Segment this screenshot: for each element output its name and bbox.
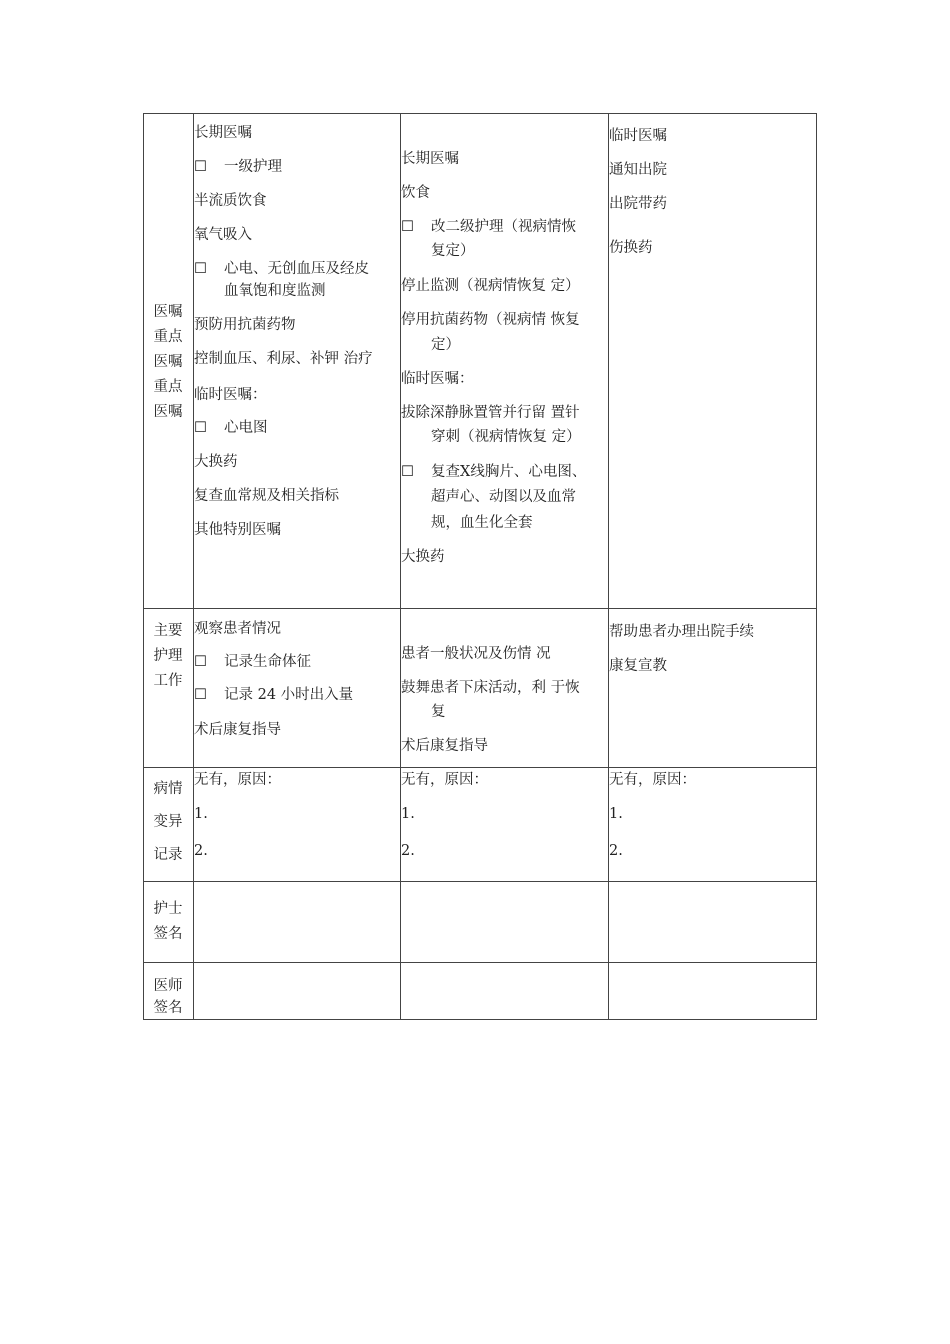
order-text: 出院带药 [609, 196, 667, 212]
row-label-line: 主要 [153, 623, 183, 639]
nursing-checkbox-item [194, 683, 353, 708]
doctor-sign-day1[interactable] [194, 963, 400, 1019]
variation-item: 1. [194, 806, 208, 822]
variation-text: 无有，原因： [609, 772, 696, 788]
variation-day3-cell [609, 768, 816, 881]
checkbox-icon[interactable]: ☐ [401, 219, 414, 235]
order-text: 预防用抗菌药物 [194, 317, 296, 333]
variation-item: 2. [194, 843, 208, 859]
table-border-right [816, 113, 817, 1020]
variation-item: 1. [609, 806, 623, 822]
order-checkbox-item [194, 416, 268, 441]
variation-day2-cell [401, 768, 608, 881]
row-label-line: 护理 [153, 648, 183, 664]
row-label-line: 签名 [153, 926, 183, 942]
nursing-text: 术后康复指导 [194, 722, 281, 738]
orders-day1-cell [194, 113, 400, 608]
order-text: 穿刺（视病情恢复 定） [431, 429, 581, 445]
order-text: 拔除深静脉置管并行留 置针 [401, 405, 580, 421]
nursing-day1-cell [194, 609, 400, 767]
nurse-sign-day1[interactable] [194, 882, 400, 962]
order-text: 伤换药 [609, 240, 653, 256]
row-label-line: 护士 [153, 901, 183, 917]
order-text: 大换药 [401, 549, 445, 565]
row-label-line: 记录 [153, 847, 183, 863]
nursing-day2-cell [401, 609, 608, 767]
nursing-text: 记录生命体征 [224, 654, 311, 670]
checkbox-icon[interactable]: ☐ [401, 464, 414, 480]
variation-item: 1. [401, 806, 415, 822]
order-text: 心电图 [224, 420, 268, 436]
doctor-sign-day3[interactable] [609, 963, 816, 1019]
nursing-day3-cell [609, 609, 816, 767]
order-text: 临时医嘱： [194, 387, 267, 403]
order-text: 停用抗菌药物（视病情 恢复 [401, 312, 580, 328]
row-label-nurse-sign [143, 897, 193, 947]
order-text: 停止监测（视病情恢复 定） [401, 278, 580, 294]
nursing-text: 观察患者情况 [194, 621, 281, 637]
order-text: 规，血生化全套 [431, 515, 533, 531]
row-label-line: 医嘱 [153, 404, 183, 420]
order-text: 复查X线胸片、心电图、 [431, 464, 587, 480]
order-checkbox-item [194, 155, 282, 180]
checkbox-icon[interactable]: ☐ [194, 261, 207, 277]
order-text: 长期医嘱 [194, 125, 252, 141]
nursing-text: 复 [431, 704, 446, 720]
checkbox-icon[interactable]: ☐ [194, 159, 207, 175]
variation-item: 2. [609, 843, 623, 859]
order-text: 心电、无创血压及经皮 [224, 261, 369, 277]
nursing-text: 患者一般状况及伤情 况 [401, 646, 551, 662]
nurse-sign-day3[interactable] [609, 882, 816, 962]
clinical-pathway-table [143, 113, 817, 1020]
row-label-line: 重点 [153, 329, 183, 345]
row-label-line: 变异 [153, 814, 183, 830]
order-text: 大换药 [194, 454, 238, 470]
nurse-sign-day2[interactable] [401, 882, 608, 962]
table-border-bottom [143, 1019, 817, 1020]
order-checkbox-item [401, 460, 586, 485]
row-label-line: 医师 [153, 978, 183, 994]
order-text: 控制血压、利尿、补钾 治疗 [194, 351, 373, 367]
row-label-doctor-sign [143, 975, 193, 1019]
row-label-line: 医嘱 [153, 304, 183, 320]
row-label-orders [143, 300, 193, 425]
order-text: 超声心、动图以及血常 [431, 489, 576, 505]
nursing-checkbox-item [194, 650, 311, 675]
nursing-text: 帮助患者办理出院手续 [609, 624, 754, 640]
checkbox-icon[interactable]: ☐ [194, 654, 207, 670]
order-text: 半流质饮食 [194, 193, 267, 209]
checkbox-icon[interactable]: ☐ [194, 420, 207, 436]
nursing-text: 术后康复指导 [401, 738, 488, 754]
variation-text: 无有，原因： [194, 772, 281, 788]
variation-text: 无有，原因： [401, 772, 488, 788]
order-text: 长期医嘱 [401, 151, 459, 167]
order-text: 改二级护理（视病情恢 [431, 219, 576, 235]
nursing-text: 记录 24 小时出入量 [224, 687, 354, 703]
table-border-left [143, 113, 144, 1020]
row-label-line: 签名 [153, 1000, 183, 1016]
order-text: 饮食 [401, 185, 430, 201]
checkbox-icon[interactable]: ☐ [194, 687, 207, 703]
order-text: 血氧饱和度监测 [224, 283, 326, 299]
order-text: 氧气吸入 [194, 227, 252, 243]
nursing-text: 鼓舞患者下床活动，利 于恢 [401, 680, 580, 696]
order-text: 临时医嘱 [609, 128, 667, 144]
orders-day3-cell [609, 113, 816, 608]
order-text: 复查血常规及相关指标 [194, 488, 339, 504]
order-text: 定） [431, 337, 460, 353]
row-label-line: 病情 [153, 781, 183, 797]
order-text: 通知出院 [609, 162, 667, 178]
row-label-line: 医嘱 [153, 354, 183, 370]
order-text: 其他特别医嘱 [194, 522, 281, 538]
orders-day2-cell [401, 113, 608, 608]
variation-item: 2. [401, 843, 415, 859]
row-label-line: 重点 [153, 379, 183, 395]
order-text: 复定） [431, 243, 475, 259]
row-label-line: 工作 [153, 673, 183, 689]
order-checkbox-item [401, 215, 576, 240]
nursing-text: 康复宣教 [609, 658, 667, 674]
row-label-nursing [143, 619, 193, 694]
order-text: 一级护理 [224, 159, 282, 175]
variation-day1-cell [194, 768, 400, 881]
doctor-sign-day2[interactable] [401, 963, 608, 1019]
row-label-variation [143, 773, 193, 872]
order-text: 临时医嘱： [401, 371, 474, 387]
